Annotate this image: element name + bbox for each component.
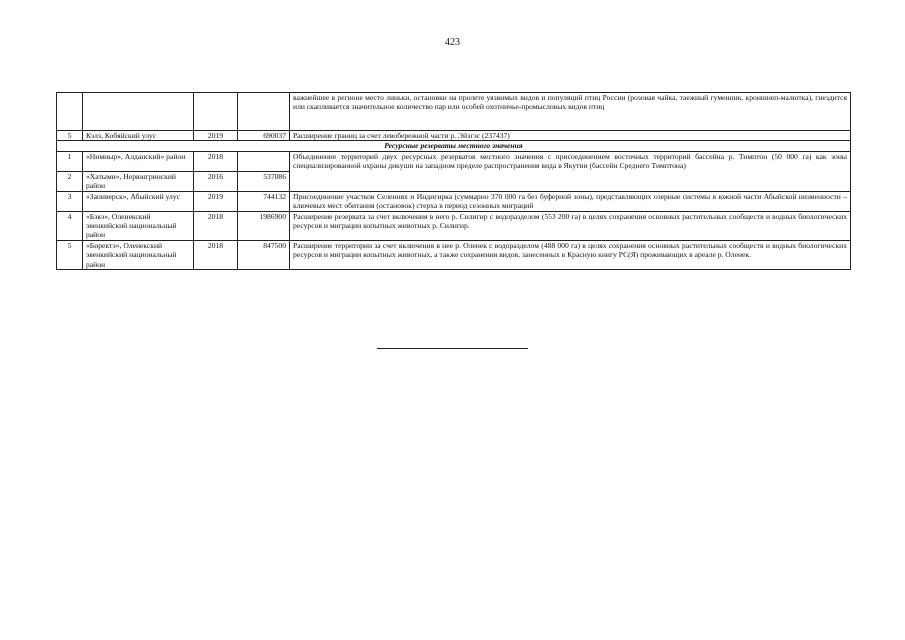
reserve-description: Расширение границ за счет левобережной части р. Эйэгэс (237437): [290, 131, 851, 141]
reserve-description: Расширение резервата за счет включения в него р. Силигир с водоразделом (553 200 га) в целях сохранения основных растительных сообществ и водных биологических ресурсов и миграции копытных животных р. Силигир.: [290, 211, 851, 240]
reserve-description: Расширение территории за счет включения в нее р. Оленек с водоразделом (488 000 га) в целях сохранения основных растительных сообществ и водных биологических ресурсов и миграции копытных животных, а также сохранения видов, занесенных в Красную книгу РС(Я) проживающих в ареале р. Оленек.: [290, 240, 851, 269]
reserve-name: «Хатыми», Нерюнгринский район: [83, 171, 194, 191]
reserve-area: 537086: [238, 171, 290, 191]
reserve-name: «Запиверск», Абыйский улус: [83, 191, 194, 211]
table-row: [57, 240, 851, 269]
table-row: [57, 151, 851, 171]
reserve-description: Присоединение участков Селеннях и Индигирка (суммарно 370 000 га без буферной зоны), представляющих озерные системы в южной части Абыйской низменности – ключевых мест обитания (остановок) стерха в период сезонных миграций: [290, 191, 851, 211]
footer-divider: [377, 348, 528, 349]
table-row: [57, 93, 851, 131]
reserve-year: 2019: [194, 191, 238, 211]
table-row: [57, 211, 851, 240]
reserve-area: [238, 93, 290, 131]
row-number: 5: [57, 240, 83, 269]
reserve-year: [194, 93, 238, 131]
reserve-name: «Нимныр», Алданский» район: [83, 151, 194, 171]
row-number: [57, 93, 83, 131]
reserve-area: 847500: [238, 240, 290, 269]
reserve-area: [238, 151, 290, 171]
row-number: 5: [57, 131, 83, 141]
reserve-year: 2018: [194, 151, 238, 171]
reserve-area: 690037: [238, 131, 290, 141]
row-number: 4: [57, 211, 83, 240]
table-row: [57, 191, 851, 211]
reserve-year: 2016: [194, 171, 238, 191]
reserve-name: «Бэкэ», Оленекский эвенкийский национальный район: [83, 211, 194, 240]
reserve-name: [83, 93, 194, 131]
row-number: 1: [57, 151, 83, 171]
row-number: 3: [57, 191, 83, 211]
page-number: 423: [445, 37, 460, 48]
reserve-description: Объединение территорий двух ресурсных резерватов местного значения с присоединением восточных территорий бассейна р. Тимптон (50 000 га) как зоны специализированной охраны дикуши на западном пределе распространения вида в Якутии (бассейн Среднего Тимптона): [290, 151, 851, 191]
reserve-description: важнейшее в регионе место линьки, остановки на пролете уязвимых видов и популяций птиц России (розовая чайка, таежный гуменник, кроншнеп-малютка), гнездится или скапливается значительное количество пар или особей охотничье-промысловых видов птиц: [290, 93, 851, 131]
reserve-year: 2019: [194, 131, 238, 141]
reserve-name: «Биректэ», Оленекский эвенкийский национальный район: [83, 240, 194, 269]
table-row: [57, 131, 851, 141]
reserve-year: 2018: [194, 240, 238, 269]
reserve-year: 2018: [194, 211, 238, 240]
reserve-area: 1986900: [238, 211, 290, 240]
reserve-name: Кэлэ, Кобяйский улус: [83, 131, 194, 141]
reserves-table: [56, 92, 851, 270]
row-number: 2: [57, 171, 83, 191]
section-title: Ресурсные резерваты местного значения: [57, 141, 851, 151]
reserve-area: 744132: [238, 191, 290, 211]
section-header-row: [57, 141, 851, 151]
